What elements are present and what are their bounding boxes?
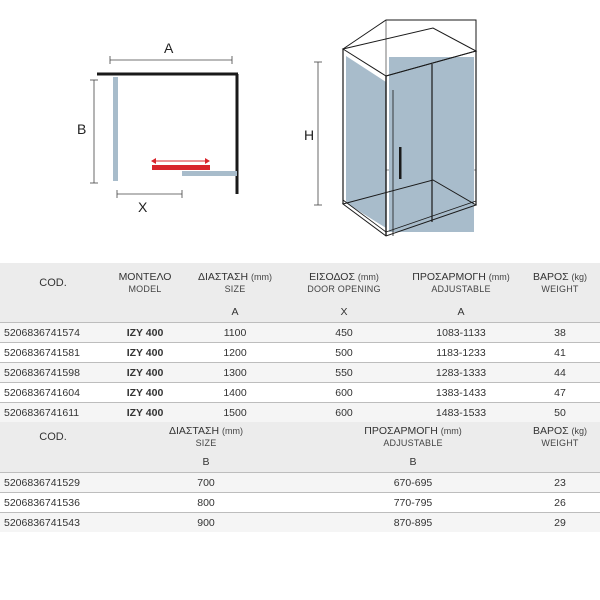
label-x: X — [138, 199, 148, 215]
table1-letter-row — [0, 302, 600, 323]
header-size-unit: (mm) — [251, 271, 273, 282]
table2-header-row — [0, 422, 600, 452]
cell-adjust: 1283-1333 — [402, 363, 520, 383]
cell-weight: 29 — [520, 513, 600, 533]
header-size-gr: ΔΙΑΣΤΑΣΗ — [197, 270, 249, 283]
header2-size-en: SIZE — [195, 438, 217, 448]
letter-opening: X — [286, 302, 402, 323]
spec-table-side-panel — [0, 422, 600, 532]
header-size-en: SIZE — [224, 283, 246, 294]
cell-code: 5206836741581 — [0, 343, 106, 363]
header2-adjust-en: ADJUSTABLE — [383, 438, 443, 448]
header-weight-gr: ΒΑΡΟΣ — [532, 270, 569, 283]
cell-adjust: 670-695 — [306, 473, 520, 493]
header2-size-gr: ΔΙΑΣΤΑΣΗ — [168, 425, 220, 437]
cell-opening: 450 — [286, 323, 402, 343]
cell-opening: 500 — [286, 343, 402, 363]
cell-adjust: 870-895 — [306, 513, 520, 533]
cell-code: 5206836741543 — [0, 513, 106, 533]
cell-weight: 23 — [520, 473, 600, 493]
table-row — [0, 383, 600, 403]
header-cod: COD. — [0, 263, 106, 302]
header2-weight-gr: ΒΑΡΟΣ — [532, 425, 569, 437]
header-model-en: MODEL — [128, 283, 162, 294]
header2-cod: COD. — [0, 422, 106, 452]
header2-weight-unit: (kg) — [571, 426, 588, 436]
header-opening — [286, 263, 402, 302]
header2-adjust-gr: ΠΡΟΣΑΡΜΟΓΗ — [364, 425, 438, 437]
spec-table-enclosure — [0, 263, 600, 422]
letter2-size: B — [106, 452, 306, 473]
cell-opening: 600 — [286, 383, 402, 403]
cell-model: IZY 400 — [106, 403, 184, 423]
cell-opening: 600 — [286, 403, 402, 423]
cell-size: 1200 — [184, 343, 286, 363]
header-opening-gr: ΕΙΣΟΔΟΣ — [309, 270, 355, 283]
table-row — [0, 513, 600, 533]
header2-adjust — [306, 422, 520, 452]
cell-adjust: 770-795 — [306, 493, 520, 513]
cell-adjust: 1083-1133 — [402, 323, 520, 343]
label-a: A — [164, 40, 174, 56]
header-adjust — [402, 263, 520, 302]
cell-weight: 44 — [520, 363, 600, 383]
table2-body — [0, 473, 600, 533]
table1-body — [0, 323, 600, 423]
cell-code: 5206836741536 — [0, 493, 106, 513]
table-row — [0, 403, 600, 423]
table-row — [0, 493, 600, 513]
cell-size: 800 — [106, 493, 306, 513]
header-opening-unit: (mm) — [357, 271, 379, 282]
header-model-gr: ΜΟΝΤΕΛΟ — [118, 270, 172, 283]
cell-size: 1100 — [184, 323, 286, 343]
drawing-canvas — [0, 0, 600, 255]
table-row — [0, 343, 600, 363]
cell-code: 5206836741604 — [0, 383, 106, 403]
header2-adjust-unit: (mm) — [440, 426, 462, 436]
cell-model: IZY 400 — [106, 383, 184, 403]
header2-size — [106, 422, 306, 452]
cell-adjust: 1483-1533 — [402, 403, 520, 423]
cell-weight: 50 — [520, 403, 600, 423]
cell-size: 1400 — [184, 383, 286, 403]
header-adjust-en: ADJUSTABLE — [431, 283, 491, 294]
cell-adjust: 1183-1233 — [402, 343, 520, 363]
cell-code: 5206836741611 — [0, 403, 106, 423]
technical-drawings — [0, 0, 600, 255]
label-h: H — [304, 127, 315, 143]
cell-code: 5206836741598 — [0, 363, 106, 383]
table-row — [0, 323, 600, 343]
cell-model: IZY 400 — [106, 363, 184, 383]
cell-size: 1500 — [184, 403, 286, 423]
cell-size: 900 — [106, 513, 306, 533]
header2-weight — [520, 422, 600, 452]
cell-adjust: 1383-1433 — [402, 383, 520, 403]
cell-code: 5206836741574 — [0, 323, 106, 343]
table-row — [0, 473, 600, 493]
perspective-view — [314, 20, 476, 236]
cell-model: IZY 400 — [106, 343, 184, 363]
table2-letter-row — [0, 452, 600, 473]
cell-weight: 41 — [520, 343, 600, 363]
cell-model: IZY 400 — [106, 323, 184, 343]
header-weight-en: WEIGHT — [541, 283, 579, 294]
table1-header-row — [0, 263, 600, 302]
cell-size: 1300 — [184, 363, 286, 383]
plan-view — [90, 56, 238, 198]
cell-weight: 38 — [520, 323, 600, 343]
header-adjust-unit: (mm) — [488, 271, 510, 282]
letter-adjust: A — [402, 302, 520, 323]
cell-opening: 550 — [286, 363, 402, 383]
label-b: B — [77, 121, 87, 137]
letter2-adjust: B — [306, 452, 520, 473]
header-opening-en: DOOR OPENING — [307, 283, 381, 294]
header-weight-unit: (kg) — [571, 271, 588, 282]
header-adjust-gr: ΠΡΟΣΑΡΜΟΓΗ — [412, 270, 486, 283]
header-model — [106, 263, 184, 302]
header2-size-unit: (mm) — [222, 426, 244, 436]
cell-weight: 26 — [520, 493, 600, 513]
header2-weight-en: WEIGHT — [541, 438, 579, 448]
cell-weight: 47 — [520, 383, 600, 403]
header-size — [184, 263, 286, 302]
table-row — [0, 363, 600, 383]
header-weight — [520, 263, 600, 302]
cell-size: 700 — [106, 473, 306, 493]
cell-code: 5206836741529 — [0, 473, 106, 493]
letter-size: A — [184, 302, 286, 323]
